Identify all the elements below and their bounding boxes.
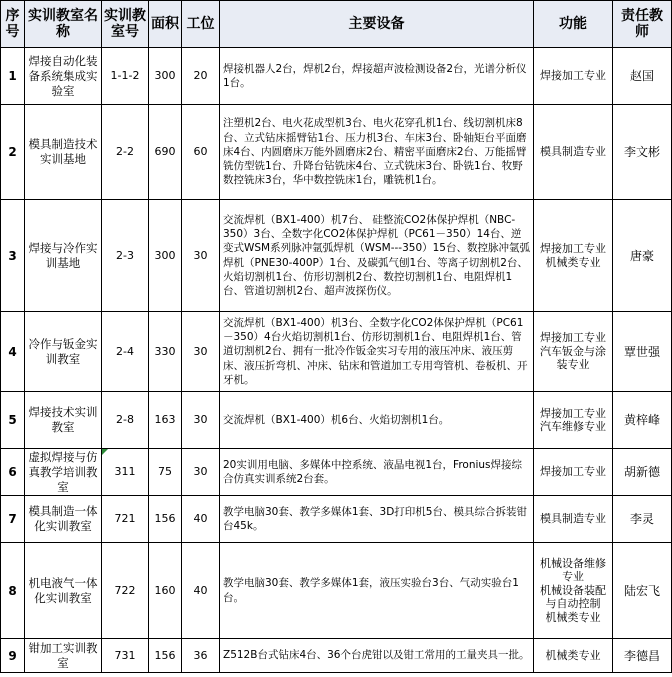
table-row bbox=[1, 392, 672, 449]
function-text: 焊接加工专业 bbox=[534, 48, 613, 105]
area-value: 75 bbox=[149, 449, 182, 496]
teacher-name: 唐豪 bbox=[613, 200, 672, 312]
header-function: 功能 bbox=[534, 1, 613, 48]
room-number: 721 bbox=[102, 496, 149, 543]
stations-value: 60 bbox=[182, 105, 220, 200]
row-no: 3 bbox=[1, 200, 25, 312]
equipment-text: 交流焊机（BX1-400）机6台、火焰切割机1台。 bbox=[220, 392, 534, 449]
row-no: 5 bbox=[1, 392, 25, 449]
stations-value: 36 bbox=[182, 639, 220, 673]
teacher-name: 赵国 bbox=[613, 48, 672, 105]
function-text: 模具制造专业 bbox=[534, 105, 613, 200]
equipment-text: 注塑机2台、电火花成型机3台、电火花穿孔机1台、线切割机床8台、立式钻床摇臂钻1台、压力机3台、车床3台、卧轴矩台平面磨床4台、内圆磨床万能外圆磨床2台、精密平面磨床2台、万能摇臂铣仿型铣1台、升降台钻铣床4台、立式铣床3台、卧铣1台、牧野数控铣床3台，华中数控铣床1台，雕铣机1台。 bbox=[220, 105, 534, 200]
teacher-name: 覃世强 bbox=[613, 312, 672, 392]
header-stations: 工位 bbox=[182, 1, 220, 48]
stations-value: 30 bbox=[182, 200, 220, 312]
row-no: 4 bbox=[1, 312, 25, 392]
header-room-number: 实训教室号 bbox=[102, 1, 149, 48]
room-name: 机电液气一体化实训教室 bbox=[25, 543, 102, 639]
table-row bbox=[1, 449, 672, 496]
area-value: 156 bbox=[149, 639, 182, 673]
room-name: 模具制造技术实训基地 bbox=[25, 105, 102, 200]
area-value: 300 bbox=[149, 200, 182, 312]
function-text: 模具制造专业 bbox=[534, 496, 613, 543]
room-name: 虚拟焊接与仿真教学培训教室 bbox=[25, 449, 102, 496]
room-name: 焊接与冷作实训基地 bbox=[25, 200, 102, 312]
teacher-name: 胡新德 bbox=[613, 449, 672, 496]
room-name: 模具制造一体化实训教室 bbox=[25, 496, 102, 543]
table-row bbox=[1, 639, 672, 673]
area-value: 156 bbox=[149, 496, 182, 543]
stations-value: 40 bbox=[182, 543, 220, 639]
table-row bbox=[1, 312, 672, 392]
equipment-text: 交流焊机（BX1-400）机7台、 硅整流CO2体保护焊机（NBC-350）3台、全数字化CO2体保护焊机（PC61－350）14台、逆变式WSM系列脉冲氩弧焊机（WSM---350）15台、数控脉冲氩弧焊机（PNE30-400P）1台、及碳弧气刨1台、等离子切割机2台、火焰切割机1台、仿形切割机2台、数控切割机1台、电阻焊机1台、管道切割机2台、超声波探伤仪。 bbox=[220, 200, 534, 312]
table-row bbox=[1, 543, 672, 639]
area-value: 330 bbox=[149, 312, 182, 392]
header-equipment: 主要设备 bbox=[220, 1, 534, 48]
teacher-name: 陆宏飞 bbox=[613, 543, 672, 639]
function-text: 焊接加工专业 汽车维修专业 bbox=[534, 392, 613, 449]
room-number: 2-2 bbox=[102, 105, 149, 200]
row-no: 9 bbox=[1, 639, 25, 673]
row-no: 8 bbox=[1, 543, 25, 639]
room-name: 钳加工实训教室 bbox=[25, 639, 102, 673]
equipment-text: 教学电脑30套、教学多媒体1套、3D打印机5台、模具综合拆装钳台45k。 bbox=[220, 496, 534, 543]
table-row bbox=[1, 496, 672, 543]
room-number: 2-8 bbox=[102, 392, 149, 449]
equipment-text: Z512B台式钻床4台、36个台虎钳以及钳工常用的工量夹具一批。 bbox=[220, 639, 534, 673]
area-value: 160 bbox=[149, 543, 182, 639]
area-value: 163 bbox=[149, 392, 182, 449]
area-value: 690 bbox=[149, 105, 182, 200]
table-row bbox=[1, 200, 672, 312]
equipment-text: 教学电脑30套、教学多媒体1套，液压实验台3台、气动实验台1台。 bbox=[220, 543, 534, 639]
header-area: 面积 bbox=[149, 1, 182, 48]
stations-value: 30 bbox=[182, 312, 220, 392]
header-room-name: 实训教室名称 bbox=[25, 1, 102, 48]
room-number: 311 bbox=[102, 449, 149, 496]
teacher-name: 李灵 bbox=[613, 496, 672, 543]
room-number: 1-1-2 bbox=[102, 48, 149, 105]
room-name: 冷作与钣金实训教室 bbox=[25, 312, 102, 392]
room-name: 焊接技术实训教室 bbox=[25, 392, 102, 449]
function-text: 焊接加工专业 机械类专业 bbox=[534, 200, 613, 312]
room-number: 2-3 bbox=[102, 200, 149, 312]
equipment-text: 20实训用电脑、多媒体中控系统、液晶电视1台，Fronius焊接综合仿真实训系统2台套。 bbox=[220, 449, 534, 496]
teacher-name: 黄梓峰 bbox=[613, 392, 672, 449]
function-text: 机械设备维修专业 机械设备装配与自动控制 机械类专业 bbox=[534, 543, 613, 639]
row-no: 1 bbox=[1, 48, 25, 105]
stations-value: 30 bbox=[182, 392, 220, 449]
row-no: 7 bbox=[1, 496, 25, 543]
header-row bbox=[1, 1, 672, 48]
stations-value: 30 bbox=[182, 449, 220, 496]
row-no: 2 bbox=[1, 105, 25, 200]
room-number: 2-4 bbox=[102, 312, 149, 392]
function-text: 机械类专业 bbox=[534, 639, 613, 673]
room-number: 731 bbox=[102, 639, 149, 673]
area-value: 300 bbox=[149, 48, 182, 105]
stations-value: 20 bbox=[182, 48, 220, 105]
table-row bbox=[1, 48, 672, 105]
equipment-text: 交流焊机（BX1-400）机3台、全数字化CO2体保护焊机（PC61－350）4台火焰切割机1台、仿形切割机1台、电阻焊机1台、管道切割机2台、拥有一批冷作钣金实习专用的液压冲床、液压剪床、液压折弯机、冲床、钻床和管道加工专用弯管机、卷板机、开牙机。 bbox=[220, 312, 534, 392]
room-name: 焊接自动化装备系统集成实验室 bbox=[25, 48, 102, 105]
function-text: 焊接加工专业 汽车钣金与涂装专业 bbox=[534, 312, 613, 392]
teacher-name: 李德昌 bbox=[613, 639, 672, 673]
header-teacher: 责任教师 bbox=[613, 1, 672, 48]
room-number: 722 bbox=[102, 543, 149, 639]
stations-value: 40 bbox=[182, 496, 220, 543]
equipment-text: 焊接机器人2台，焊机2台，焊接超声波检测设备2台，光谱分析仪1台。 bbox=[220, 48, 534, 105]
row-no: 6 bbox=[1, 449, 25, 496]
teacher-name: 李文彬 bbox=[613, 105, 672, 200]
table-row bbox=[1, 105, 672, 200]
header-no: 序号 bbox=[1, 1, 25, 48]
function-text: 焊接加工专业 bbox=[534, 449, 613, 496]
